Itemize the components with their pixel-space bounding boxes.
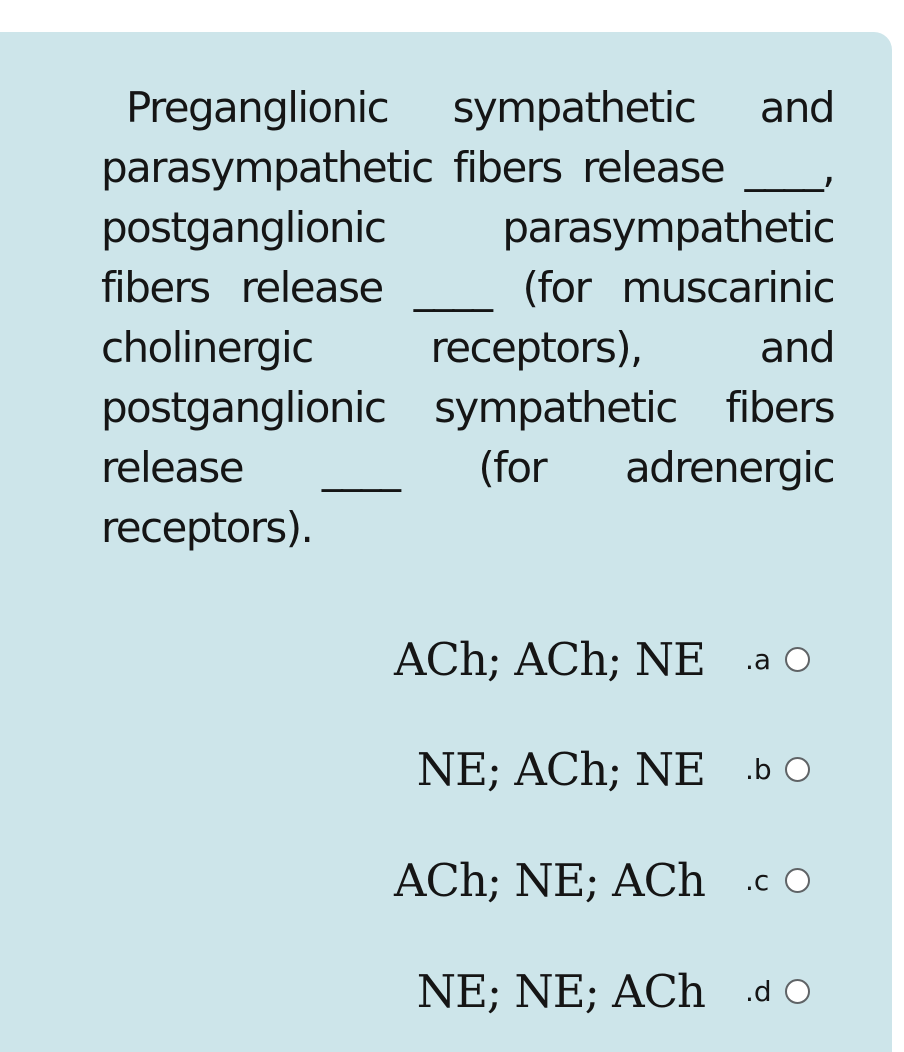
option-a-letter: .a <box>745 642 772 676</box>
option-c-text: ACh; NE; ACh <box>394 853 705 907</box>
option-a-text: ACh; ACh; NE <box>394 632 705 686</box>
option-c-letter: .c <box>745 863 770 897</box>
option-d-radio[interactable] <box>785 979 810 1004</box>
option-b-text: NE; ACh; NE <box>416 742 705 796</box>
option-c[interactable] <box>394 850 810 910</box>
option-b-radio[interactable] <box>785 757 810 782</box>
question-text: Preganglionic sympathetic and parasympathetic fibers release ____, postganglionic parasympathetic fibers release ____ (for muscarinic cholinergic receptors), and postganglionic sympathetic fibers release ____ (for adrenergic receptors). <box>101 83 834 552</box>
option-a-radio[interactable] <box>785 647 810 672</box>
question-card <box>0 32 892 1052</box>
option-b[interactable] <box>417 739 810 799</box>
option-c-radio[interactable] <box>785 868 810 893</box>
option-b-letter: .b <box>745 752 772 786</box>
option-d-letter: .d <box>745 974 772 1008</box>
option-d[interactable] <box>417 961 810 1021</box>
option-d-text: NE; NE; ACh <box>416 964 705 1018</box>
option-a[interactable] <box>394 629 810 689</box>
